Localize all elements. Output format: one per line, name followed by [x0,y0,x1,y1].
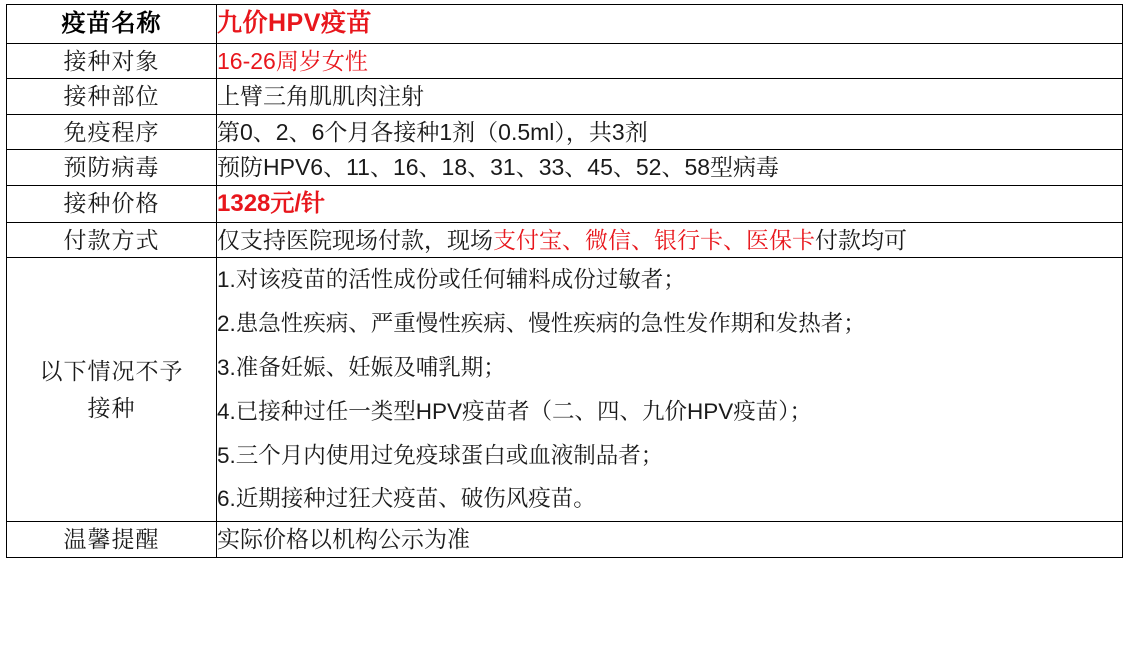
contraindications-label-line2: 接种 [87,394,136,421]
table-row [7,222,1123,258]
list-item: 1.对该疫苗的活性成份或任何辅料成份过敏者； [217,267,686,292]
payment-suffix: 付款均可 [815,226,907,253]
price-text: 1328元/针 [217,189,326,217]
table-row [7,5,1123,44]
table-row [7,185,1123,222]
payment-prefix: 仅支持医院现场付款，现场 [217,226,493,253]
row-value-prevented-viruses: 预防HPV6、11、16、18、31、33、45、52、58型病毒 [217,150,1123,186]
target-group-text: 16-26周岁女性 [217,47,368,74]
row-value-injection-site: 上臂三角肌肌肉注射 [217,79,1123,115]
vaccine-info-table [6,4,1123,558]
row-label-payment-method: 付款方式 [7,222,217,258]
table-row [7,522,1123,558]
row-value-price [217,185,1123,222]
list-item: 6.近期接种过狂犬疫苗、破伤风疫苗。 [217,486,596,512]
table-row [7,150,1123,186]
list-item: 2.患急性疾病、严重慢性疾病、慢性疾病的急性发作期和发热者； [217,310,866,336]
row-label-injection-site: 接种部位 [7,79,217,115]
table-row [7,114,1123,150]
contraindications-label-line1: 以下情况不予 [39,357,184,384]
row-label-price: 接种价格 [7,185,217,222]
row-value-vaccine-name: 九价HPV疫苗 [217,5,1123,44]
row-value-immunization-schedule: 第0、2、6个月各接种1剂（0.5ml），共3剂 [217,114,1123,150]
row-value-contraindications [217,258,1123,522]
row-value-reminder: 实际价格以机构公示为准 [217,522,1123,558]
list-item: 4.已接种过任一类型HPV疫苗者（二、四、九价HPV疫苗）； [217,398,813,424]
row-value-target-group [217,43,1123,79]
row-label-reminder: 温馨提醒 [7,522,217,558]
row-label-immunization-schedule: 免疫程序 [7,114,217,150]
list-item: 3.准备妊娠、妊娠及哺乳期； [217,354,506,380]
row-value-payment-method [217,222,1123,258]
row-label-target-group: 接种对象 [7,43,217,79]
row-label-contraindications [7,258,217,522]
table-row [7,79,1123,115]
list-item: 5.三个月内使用过免疫球蛋白或血液制品者； [217,442,664,468]
payment-highlight: 支付宝、微信、银行卡、医保卡 [493,226,815,253]
row-label-prevented-viruses: 预防病毒 [7,150,217,186]
table-row [7,43,1123,79]
row-label-vaccine-name: 疫苗名称 [7,5,217,44]
table-row-contraindications [7,258,1123,522]
